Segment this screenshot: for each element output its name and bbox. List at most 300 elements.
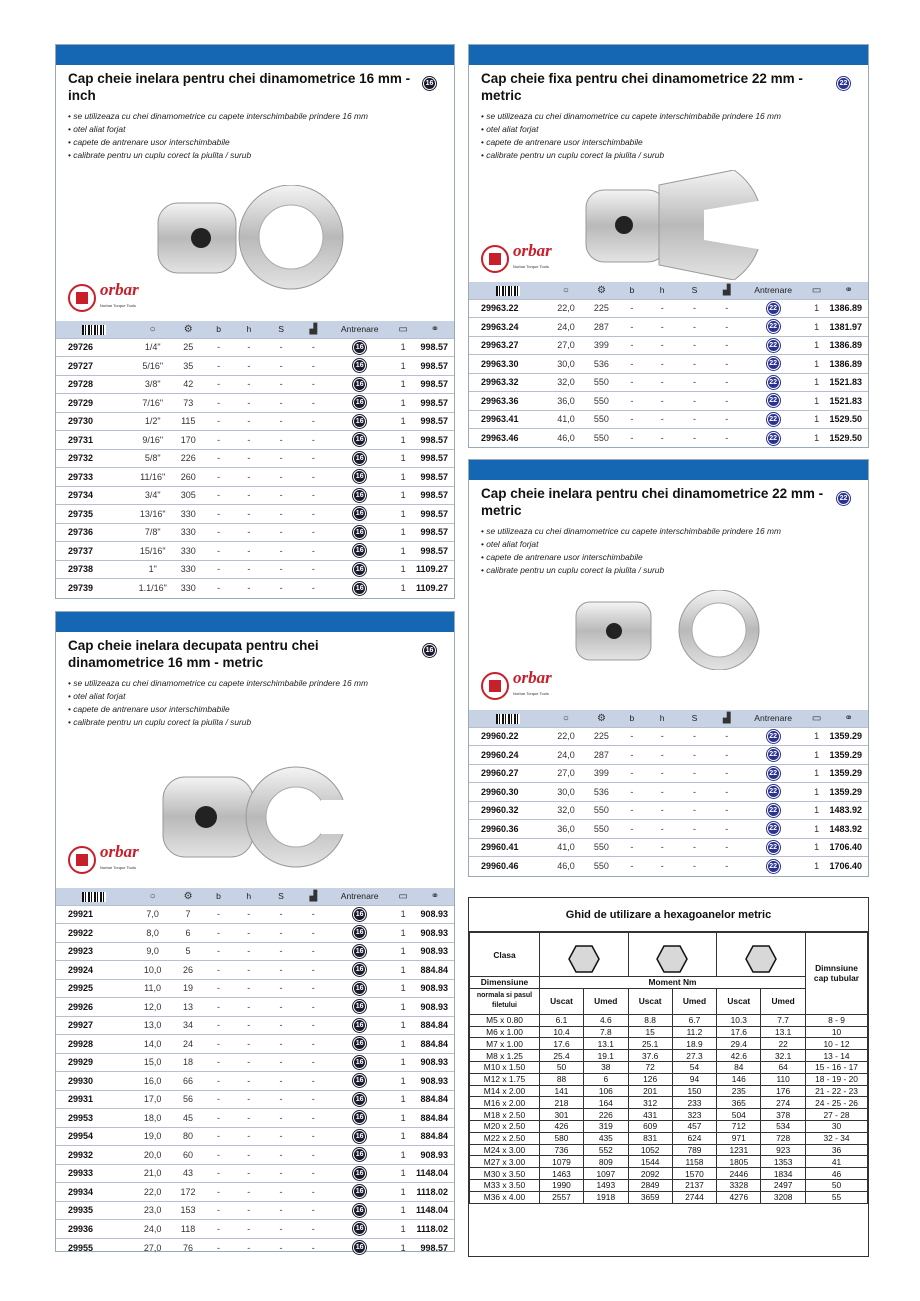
table-cell: -: [678, 838, 711, 857]
torque-value: 10.4: [540, 1026, 584, 1038]
table-cell: -: [233, 338, 264, 357]
table-cell: 7,0: [133, 905, 172, 924]
table-row: [469, 820, 868, 839]
table-cell: -: [264, 1072, 297, 1091]
drive-badge-icon: 16: [353, 1204, 366, 1217]
table-cell: -: [647, 783, 678, 802]
table-cell: -: [678, 429, 711, 448]
feature-item: • se utilizeaza cu chei dinamometrice cu capete interschimbabile prindere 16 mm: [68, 110, 442, 123]
product-price: 908.93: [416, 942, 454, 961]
table-cell: -: [204, 1053, 233, 1072]
table-row: [469, 355, 868, 374]
table-row: [56, 1201, 454, 1220]
drive-badge-icon: 16: [353, 1074, 366, 1087]
table-cell: -: [678, 373, 711, 392]
table-row: [469, 299, 868, 318]
drive-badge-icon: 16: [353, 945, 366, 958]
table-cell: -: [711, 820, 742, 839]
table-cell: -: [204, 1220, 233, 1239]
table-cell: 536: [586, 783, 618, 802]
panel-title: Cap cheie inelara decupata pentru chei dinamometrice 16 mm - metric 16: [56, 632, 454, 671]
drive-badge-icon: 16: [353, 470, 366, 483]
socket-size: 41: [806, 1156, 868, 1168]
table-cell: 330: [173, 560, 205, 579]
table-cell: -: [617, 373, 646, 392]
torque-value: 312: [628, 1097, 672, 1109]
product-code: 29960.30: [469, 783, 546, 802]
table-cell: 46,0: [546, 429, 585, 448]
drive-badge-icon: 16: [353, 908, 366, 921]
torque-value: 106: [583, 1085, 628, 1097]
table-cell: 1: [390, 924, 416, 943]
table-cell: -: [298, 468, 329, 487]
table-cell: 1: [390, 1109, 416, 1128]
weight-icon: ▟: [711, 710, 742, 727]
table-cell: 399: [586, 764, 618, 783]
table-cell: -: [711, 429, 742, 448]
guide-row: [470, 1026, 868, 1038]
torque-value: 15: [628, 1026, 672, 1038]
grade-cell: [540, 933, 629, 977]
table-cell: -: [678, 727, 711, 746]
thread-size: M20 x 2.50: [470, 1120, 540, 1132]
table-cell: -: [678, 318, 711, 337]
torque-value: 504: [717, 1109, 761, 1121]
torque-value: 365: [717, 1097, 761, 1109]
thread-size: M18 x 2.50: [470, 1109, 540, 1121]
product-price: 884.84: [416, 1090, 454, 1109]
logo-text: orbar: [100, 280, 139, 299]
logo-subtitle: Norbar Torque Tools: [100, 865, 136, 870]
torque-value: 233: [672, 1097, 717, 1109]
table-cell: -: [233, 1016, 264, 1035]
table-cell: 550: [586, 857, 618, 876]
table-cell: 1: [390, 523, 416, 542]
table-cell: -: [264, 1146, 297, 1165]
torque-value: 552: [583, 1144, 628, 1156]
table-cell: [329, 1053, 390, 1072]
socket-size: 30: [806, 1120, 868, 1132]
panel-header-bar: [56, 45, 454, 65]
table-cell: -: [711, 783, 742, 802]
torque-value: 201: [628, 1085, 672, 1097]
table-cell: -: [298, 1090, 329, 1109]
table-cell: -: [204, 486, 233, 505]
table-cell: -: [298, 412, 329, 431]
torque-value: 1918: [583, 1191, 628, 1203]
product-price: 998.57: [416, 505, 454, 524]
torque-value: 13.1: [583, 1038, 628, 1050]
table-cell: 3/8": [133, 375, 173, 394]
table-cell: 1: [390, 468, 416, 487]
guide-row: [470, 1132, 868, 1144]
drive-badge-icon: 22: [767, 394, 780, 407]
table-cell: 118: [172, 1220, 204, 1239]
socket-size: 10 - 12: [806, 1038, 868, 1050]
table-cell: -: [265, 486, 298, 505]
feature-item: • se utilizeaza cu chei dinamometrice cu capete interschimbabile prindere 16 mm: [68, 677, 442, 690]
table-cell: [329, 1016, 390, 1035]
norbar-logo-icon: [481, 245, 509, 273]
table-cell: 19,0: [133, 1127, 172, 1146]
table-cell: -: [204, 468, 233, 487]
antrenare-header: Antrenare: [742, 710, 803, 727]
table-cell: [329, 1201, 390, 1220]
table-cell: 18,0: [133, 1109, 172, 1128]
panel-title: Cap cheie inelara pentru chei dinamometrice 16 mm - inch 16: [56, 65, 454, 104]
table-cell: [742, 820, 803, 839]
product-code: 29925: [56, 979, 133, 998]
product-code: 29963.27: [469, 336, 546, 355]
table-cell: 13,0: [133, 1016, 172, 1035]
table-cell: 30,0: [546, 783, 585, 802]
torque-value: 3208: [761, 1191, 806, 1203]
product-code: 29963.30: [469, 355, 546, 374]
dimensiune-label: Dimensiune: [470, 977, 540, 989]
table-cell: [329, 961, 390, 980]
table-cell: 1: [804, 783, 830, 802]
feature-list: [469, 104, 868, 162]
table-cell: 1: [390, 1183, 416, 1202]
torque-value: 17.6: [717, 1026, 761, 1038]
table-cell: 1: [390, 486, 416, 505]
product-code: 29735: [56, 505, 133, 524]
table-cell: [329, 394, 390, 413]
table-cell: 19: [172, 979, 204, 998]
price-icon: ⚭: [416, 321, 454, 338]
thread-size: M12 x 1.75: [470, 1073, 540, 1085]
drive-badge-icon: 16: [353, 582, 366, 595]
table-cell: -: [204, 1238, 233, 1257]
torque-value: 2557: [540, 1191, 584, 1203]
barcode-icon: [469, 710, 546, 727]
table-cell: 550: [586, 801, 618, 820]
table-row: [469, 764, 868, 783]
table-header-row: [469, 710, 868, 727]
feature-list: [56, 104, 454, 162]
product-table: [469, 282, 868, 447]
table-cell: 170: [173, 431, 205, 450]
socket-size: 24 - 25 - 26: [806, 1097, 868, 1109]
diameter-icon: ○: [546, 282, 585, 299]
table-cell: 550: [586, 838, 618, 857]
product-price: 1359.29: [829, 783, 868, 802]
table-cell: -: [204, 1146, 233, 1165]
table-cell: -: [678, 764, 711, 783]
price-icon: ⚭: [829, 710, 868, 727]
torque-value: 1231: [717, 1144, 761, 1156]
table-cell: 41,0: [546, 838, 585, 857]
table-row: [56, 1016, 454, 1035]
table-cell: 9/16": [133, 431, 173, 450]
torque-value: 3328: [717, 1179, 761, 1191]
torque-value: 378: [761, 1109, 806, 1121]
torque-value: 29.4: [717, 1038, 761, 1050]
product-price: 884.84: [416, 1109, 454, 1128]
product-code: 29960.46: [469, 857, 546, 876]
product-code: 29960.36: [469, 820, 546, 839]
table-cell: -: [711, 355, 742, 374]
table-cell: 225: [586, 299, 618, 318]
drive-badge-icon: 22: [767, 432, 780, 445]
table-cell: -: [204, 431, 233, 450]
table-cell: 20,0: [133, 1146, 172, 1165]
table-cell: 330: [173, 505, 205, 524]
drive-badge-icon: 16: [353, 378, 366, 391]
product-code: 29929: [56, 1053, 133, 1072]
table-cell: [742, 429, 803, 448]
table-cell: 1: [390, 979, 416, 998]
table-cell: -: [204, 1035, 233, 1054]
table-cell: -: [233, 942, 264, 961]
product-price: 1386.89: [829, 355, 868, 374]
table-cell: 11/16": [133, 468, 173, 487]
product-price: 908.93: [416, 979, 454, 998]
table-cell: 1: [804, 857, 830, 876]
weight-icon: ▟: [298, 321, 329, 338]
torque-value: 11.2: [672, 1026, 717, 1038]
table-cell: -: [233, 961, 264, 980]
table-cell: 1: [390, 338, 416, 357]
table-cell: -: [711, 838, 742, 857]
table-cell: -: [647, 746, 678, 765]
table-cell: -: [617, 429, 646, 448]
torque-icon: ⚙: [586, 710, 618, 727]
product-price: 998.57: [416, 468, 454, 487]
drive-badge-icon: 16: [353, 1037, 366, 1050]
table-cell: 27,0: [133, 1238, 172, 1257]
torque-value: 2744: [672, 1191, 717, 1203]
torque-value: 1353: [761, 1156, 806, 1168]
table-cell: -: [711, 392, 742, 411]
drive-badge-icon: 22: [767, 302, 780, 315]
table-cell: -: [264, 942, 297, 961]
table-cell: 550: [586, 429, 618, 448]
drive-badge-icon: 22: [767, 339, 780, 352]
socket-size: 8 - 9: [806, 1014, 868, 1026]
table-cell: -: [204, 1201, 233, 1220]
norbar-logo: [68, 844, 139, 876]
torque-value: 923: [761, 1144, 806, 1156]
h-header: h: [647, 282, 678, 299]
table-cell: -: [233, 1164, 264, 1183]
table-cell: -: [204, 1016, 233, 1035]
guide-row: [470, 1109, 868, 1121]
table-cell: 7/16": [133, 394, 173, 413]
table-cell: -: [298, 449, 329, 468]
table-cell: 1: [390, 1072, 416, 1091]
torque-value: 38: [583, 1061, 628, 1073]
uscat-label: Uscat: [717, 988, 761, 1014]
socket-size: 10: [806, 1026, 868, 1038]
product-price: 998.57: [416, 357, 454, 376]
torque-value: 176: [761, 1085, 806, 1097]
table-cell: [742, 764, 803, 783]
table-cell: -: [647, 838, 678, 857]
product-code: 29924: [56, 961, 133, 980]
torque-value: 426: [540, 1120, 584, 1132]
table-cell: -: [204, 961, 233, 980]
table-cell: 330: [173, 579, 205, 598]
table-cell: 41,0: [546, 410, 585, 429]
hexagon-icon: [656, 945, 688, 973]
table-cell: -: [298, 1072, 329, 1091]
product-code: 29930: [56, 1072, 133, 1091]
weight-icon: ▟: [298, 888, 329, 905]
umed-label: Umed: [761, 988, 806, 1014]
drive-badge-icon: 16: [353, 1000, 366, 1013]
table-cell: -: [711, 336, 742, 355]
table-cell: 35: [173, 357, 205, 376]
table-cell: -: [678, 299, 711, 318]
table-cell: [329, 338, 390, 357]
feature-item: • capete de antrenare usor interschimbabile: [481, 551, 856, 564]
drive-badge-icon: 22: [767, 841, 780, 854]
guide-row: [470, 1168, 868, 1180]
table-row: [56, 1090, 454, 1109]
table-row: [469, 857, 868, 876]
table-cell: 24,0: [133, 1220, 172, 1239]
table-cell: -: [617, 336, 646, 355]
socket-size: 13 - 14: [806, 1050, 868, 1062]
table-cell: 1: [390, 1016, 416, 1035]
table-cell: 30,0: [546, 355, 585, 374]
open-end-spanner-photo-icon: [584, 170, 764, 280]
drive-badge-icon: 16: [353, 452, 366, 465]
torque-value: 1158: [672, 1156, 717, 1168]
table-cell: [329, 560, 390, 579]
table-cell: 225: [586, 727, 618, 746]
torque-value: 2497: [761, 1179, 806, 1191]
table-cell: -: [204, 449, 233, 468]
table-cell: [329, 924, 390, 943]
table-cell: -: [647, 336, 678, 355]
torque-value: 1570: [672, 1168, 717, 1180]
table-cell: -: [298, 1035, 329, 1054]
product-panel-ring-22-metric: [468, 459, 869, 877]
clasa-label: Clasa: [470, 933, 540, 977]
table-cell: -: [647, 857, 678, 876]
product-panel-ring-16-inch: [55, 44, 455, 599]
diameter-icon: ○: [546, 710, 585, 727]
diameter-icon: ○: [133, 888, 172, 905]
umed-label: Umed: [583, 988, 628, 1014]
table-cell: 1: [390, 357, 416, 376]
thread-size: M27 x 3.00: [470, 1156, 540, 1168]
table-cell: -: [617, 820, 646, 839]
table-cell: -: [298, 998, 329, 1017]
table-cell: 15,0: [133, 1053, 172, 1072]
product-code: 29921: [56, 905, 133, 924]
panel-header-bar: [469, 460, 868, 480]
thread-size: M24 x 3.00: [470, 1144, 540, 1156]
torque-value: 728: [761, 1132, 806, 1144]
torque-value: 831: [628, 1132, 672, 1144]
table-cell: 46,0: [546, 857, 585, 876]
table-row: [56, 449, 454, 468]
table-cell: -: [265, 468, 298, 487]
table-cell: -: [647, 801, 678, 820]
table-cell: -: [647, 410, 678, 429]
torque-value: 37.6: [628, 1050, 672, 1062]
table-row: [56, 1109, 454, 1128]
torque-value: 1463: [540, 1168, 584, 1180]
table-cell: -: [204, 542, 233, 561]
product-code: 29733: [56, 468, 133, 487]
table-cell: -: [647, 429, 678, 448]
b-header: b: [617, 710, 646, 727]
table-cell: -: [298, 338, 329, 357]
table-cell: [329, 431, 390, 450]
table-cell: -: [204, 560, 233, 579]
product-price: 884.84: [416, 961, 454, 980]
table-cell: -: [617, 746, 646, 765]
table-cell: 45: [172, 1109, 204, 1128]
table-cell: [329, 1072, 390, 1091]
torque-value: 2849: [628, 1179, 672, 1191]
table-cell: [329, 942, 390, 961]
table-row: [469, 336, 868, 355]
product-code: 29926: [56, 998, 133, 1017]
table-cell: 1: [390, 1053, 416, 1072]
table-cell: [742, 299, 803, 318]
torque-value: 88: [540, 1073, 584, 1085]
torque-value: 1544: [628, 1156, 672, 1168]
product-table: [469, 710, 868, 875]
product-code: 29963.36: [469, 392, 546, 411]
guide-row: [470, 1014, 868, 1026]
feature-item: • capete de antrenare usor interschimbabile: [68, 703, 442, 716]
table-cell: 1: [390, 1220, 416, 1239]
table-cell: 16,0: [133, 1072, 172, 1091]
product-code: 29732: [56, 449, 133, 468]
thread-size: M22 x 2.50: [470, 1132, 540, 1144]
table-cell: 23,0: [133, 1201, 172, 1220]
table-cell: -: [204, 979, 233, 998]
table-cell: -: [233, 979, 264, 998]
table-cell: -: [204, 1109, 233, 1128]
product-price: 908.93: [416, 924, 454, 943]
product-price: 998.57: [416, 542, 454, 561]
table-cell: -: [711, 746, 742, 765]
feature-item: • otel aliat forjat: [68, 123, 442, 136]
table-cell: 27,0: [546, 764, 585, 783]
torque-value: 7.8: [583, 1026, 628, 1038]
table-cell: -: [265, 431, 298, 450]
table-row: [56, 468, 454, 487]
torque-value: 22: [761, 1038, 806, 1050]
torque-value: 19.1: [583, 1050, 628, 1062]
thread-size: M16 x 2.00: [470, 1097, 540, 1109]
torque-value: 126: [628, 1073, 672, 1085]
table-cell: -: [711, 410, 742, 429]
table-cell: 1/4": [133, 338, 173, 357]
drive-badge-icon: 16: [353, 1241, 366, 1254]
panel-title: Cap cheie fixa pentru chei dinamometrice 22 mm - metric 22: [469, 65, 868, 104]
feature-item: • calibrate pentru un cuplu corect la piulita / surub: [481, 564, 856, 577]
table-row: [469, 429, 868, 448]
torque-value: 1079: [540, 1156, 584, 1168]
table-cell: 1: [390, 905, 416, 924]
table-cell: -: [233, 1220, 264, 1239]
table-row: [56, 961, 454, 980]
grade-cell: [717, 933, 806, 977]
guide-title: Ghid de utilizare a hexagoanelor metric: [469, 898, 868, 932]
table-cell: -: [711, 299, 742, 318]
table-cell: -: [298, 1201, 329, 1220]
table-cell: 1: [804, 820, 830, 839]
drive-badge-icon: 16: [353, 1222, 366, 1235]
